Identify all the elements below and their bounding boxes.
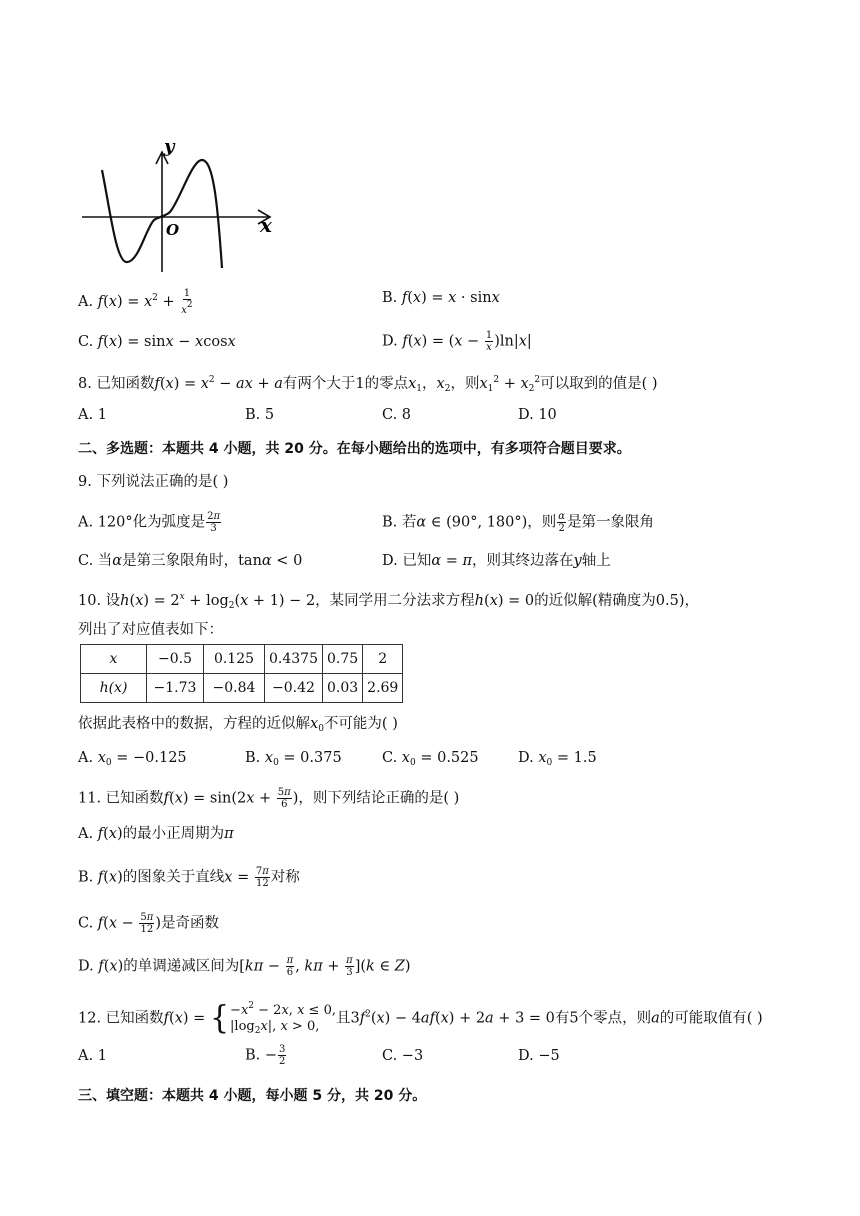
section-2-heading: 二、多选题：本题共 4 小题，共 20 分。在每小题给出的选项中，有多项符合题目要求。 bbox=[78, 441, 631, 457]
value-table bbox=[80, 644, 403, 703]
q12-option-a: A. 1 bbox=[78, 1048, 107, 1064]
table-cell: −0.42 bbox=[265, 674, 323, 703]
q10-stem: 10. 设$h(x) = 2^x + \log_2(x + 1) - 2$，某同学用二分法求方程h(x) = 0的近似解(精确度为0.5)， bbox=[78, 592, 699, 611]
table-cell: −0.84 bbox=[204, 674, 265, 703]
q9-stem: 9. 下列说法正确的是( ) bbox=[78, 474, 229, 490]
table-cell: 0.03 bbox=[323, 674, 363, 703]
q7-option-c: C. f(x) = sinx − xcosx bbox=[78, 334, 236, 350]
q10-option-b: B. $x_0 = 0.375$ bbox=[245, 750, 342, 768]
q8-stem: 8. 已知函数$f(x) = x^2$ − ax + a有两个大于1的零点$x_1$，$x_2$，则$x_1^2 + x_2^2$可以取到的值是( ) bbox=[78, 375, 658, 394]
table-header-x: x bbox=[81, 645, 147, 674]
q10-option-d: D. $x_0 = 1.5$ bbox=[518, 750, 597, 768]
q9-option-c: C. 当α是第三象限角时，tanα < 0 bbox=[78, 553, 303, 569]
q8-option-c: C. 8 bbox=[382, 407, 412, 423]
q10-option-c: C. $x_0 = 0.525$ bbox=[382, 750, 479, 768]
q9-option-d: D. 已知α = π，则其终边落在y轴上 bbox=[382, 553, 611, 569]
section-3-heading: 三、填空题：本题共 4 小题，每小题 5 分，共 20 分。 bbox=[78, 1088, 427, 1104]
table-cell: 2.69 bbox=[363, 674, 403, 703]
origin-label: O bbox=[166, 221, 180, 239]
q9-option-b: B. 若α ∈ (90°, 180°)，则 $\frac{\alpha}{2}$ 是第一象限角 bbox=[382, 511, 655, 534]
q11-option-d: D. f(x)的单调递减区间为[kπ − $\frac{\pi}{6}$ , kπ + $\frac{\pi}{3}$ ](k ∈ Z) bbox=[78, 955, 411, 978]
q11-stem: 11. 已知函数f(x) = sin(2x + $\frac{5\pi}{6}$ )，则下列结论正确的是( ) bbox=[78, 787, 460, 810]
table-cell: 0.75 bbox=[323, 645, 363, 674]
table-cell: −0.5 bbox=[147, 645, 204, 674]
table-row bbox=[81, 645, 403, 674]
q12-option-b: B. − $\frac{3}{2}$ bbox=[245, 1044, 286, 1067]
y-axis-label: y bbox=[164, 140, 175, 157]
q8-option-d: D. 10 bbox=[518, 407, 557, 423]
table-cell: 0.4375 bbox=[265, 645, 323, 674]
x-axis-label: x bbox=[260, 213, 272, 237]
q9-option-a: A. 120°化为弧度是 $\frac{2\pi}{3}$ bbox=[78, 511, 221, 534]
q10-question: 依据此表格中的数据，方程的近似解$x_0$不可能为( ) bbox=[78, 716, 398, 734]
q10-option-a: A. $x_0 = -0.125$ bbox=[78, 750, 187, 768]
table-cell: −1.73 bbox=[147, 674, 204, 703]
table-cell: 0.125 bbox=[204, 645, 265, 674]
q12-stem: 12. 已知函数f(x) = { $-x^2 - 2x$, x ≤ 0, $|\log_2x|$, x > 0, 且$3f^2(x) - 4af(x) + 2a + 3 = 0$有5个零点，则a的可能取值有( ) bbox=[78, 999, 763, 1037]
q11-option-a: A. f(x)的最小正周期为π bbox=[78, 826, 234, 842]
q7-option-b: B. f(x) = x · sinx bbox=[382, 290, 500, 306]
table-cell: 2 bbox=[363, 645, 403, 674]
function-graph bbox=[80, 140, 280, 275]
q12-option-d: D. −5 bbox=[518, 1048, 560, 1064]
table-header-h: h(x) bbox=[81, 674, 147, 703]
q12-option-c: C. −3 bbox=[382, 1048, 424, 1064]
q11-option-b: B. f(x)的图象关于直线x = $\frac{7\pi}{12}$ 对称 bbox=[78, 866, 300, 889]
q8-option-a: A. 1 bbox=[78, 407, 107, 423]
table-row bbox=[81, 674, 403, 703]
q7-option-d: D. f(x) = (x − $\frac{1}{x}$ )ln|x| bbox=[382, 330, 532, 353]
q7-option-a: A. $f(x) = x^2$ + $\frac{1}{x^2}$ bbox=[78, 288, 193, 316]
q8-option-b: B. 5 bbox=[245, 407, 275, 423]
q10-line2: 列出了对应值表如下： bbox=[78, 622, 223, 638]
q11-option-c: C. f(x − $\frac{5\pi}{12}$ )是奇函数 bbox=[78, 912, 220, 935]
